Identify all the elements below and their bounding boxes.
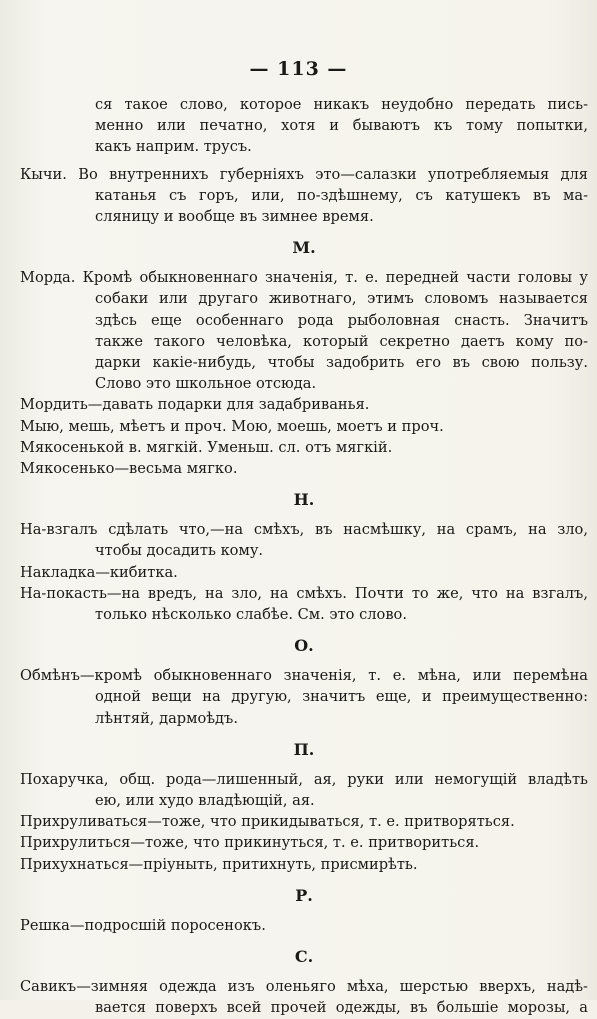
dictionary-entry — [20, 437, 588, 458]
entry-line: собаки или другаго животнаго, этимъ словомъ называется — [95, 290, 588, 308]
entry-line: Савикъ—зимняя одежда изъ оленьяго мѣха, шерстью вверхъ, надѣ- — [20, 978, 588, 996]
dictionary-entry — [20, 562, 588, 583]
section-letter: С. — [294, 947, 314, 967]
entry-line: также такого человѣка, который секретно даетъ кому по- — [95, 332, 588, 350]
entry-line: Морда. Кромѣ обыкновеннаго значенія, т. е. передней части головы у — [20, 269, 588, 287]
entry-line: Решка—подросшій поросенокъ. — [20, 916, 266, 934]
entry-line: лѣнтяй, дармоѣдъ. — [95, 709, 238, 727]
entry-line: какъ наприм. трусъ. — [95, 138, 252, 156]
dictionary-entry — [20, 519, 588, 561]
entry-line: чтобы досадить кому. — [95, 542, 264, 560]
dictionary-entry — [20, 164, 588, 228]
section-letter: Н. — [293, 490, 315, 510]
entry-line: Мякосенько—весьма мягко. — [20, 460, 238, 478]
dictionary-entry — [20, 94, 588, 158]
dictionary-entry — [20, 769, 588, 811]
dictionary-text — [20, 94, 588, 1019]
entry-line: здѣсь еще особеннаго рода рыболовная снасть. Значитъ — [95, 311, 588, 329]
section-letter: М. — [292, 238, 316, 258]
dictionary-entry — [20, 854, 588, 875]
entry-line: Прихухнаться—пріуныть, притихнуть, присмирѣть. — [20, 855, 418, 873]
entry-line: Слово это школьное отсюда. — [95, 375, 317, 393]
entry-line: ею, или худо владѣющій, ая. — [95, 792, 315, 810]
dictionary-entry — [20, 811, 588, 832]
entry-line: дарки какіе-нибудь, чтобы задобрить его въ свою пользу. — [95, 354, 588, 372]
entry-line: Мякосенькой в. мягкій. Уменьш. сл. отъ мягкій. — [20, 438, 393, 456]
dictionary-entry — [20, 976, 588, 1018]
dictionary-entry — [20, 394, 588, 415]
entry-line: ся такое слово, которое никакъ неудобно передать пись- — [95, 96, 588, 113]
entry-line: Кычи. Во внутреннихъ губерніяхъ это—салазки употребляемыя для — [20, 165, 588, 183]
entry-line: На-взгалъ сдѣлать что,—на смѣхъ, въ насмѣшку, на срамъ, на зло, — [20, 521, 588, 539]
page-number: — 113 — — [249, 58, 348, 80]
entry-line: одной вещи на другую, значитъ еще, и преимущественно: — [95, 688, 588, 706]
entry-line: Обмѣнъ—кромѣ обыкновеннаго значенія, т. е. мѣна, или перемѣна — [20, 667, 588, 685]
entry-line: катанья съ горъ, или, по-здѣшнему, съ катушекъ въ ма- — [95, 186, 588, 204]
entry-line: Мыю, мешь, мѣетъ и проч. Мою, моешь, моетъ и проч. — [20, 417, 444, 435]
dictionary-entry — [20, 832, 588, 853]
entry-line: Похаручка, общ. рода—лишенный, ая, руки или немогущій владѣть — [20, 770, 588, 788]
entry-line: Прихруливаться—тоже, что прикидываться, т. е. притворяться. — [20, 813, 515, 831]
entry-line: только нѣсколько слабѣе. См. это слово. — [95, 606, 407, 624]
dictionary-entry — [20, 583, 588, 625]
dictionary-entry — [20, 915, 588, 936]
section-letter: Р. — [295, 885, 313, 905]
section-letter: О. — [294, 636, 314, 656]
entry-line: Прихрулиться—тоже, что прикинуться, т. е. притвориться. — [20, 834, 480, 852]
entry-line: Накладка—кибитка. — [20, 563, 178, 581]
dictionary-entry — [20, 665, 588, 729]
dictionary-entry — [20, 458, 588, 479]
entry-line: менно или печатно, хотя и бываютъ къ тому попытки, — [95, 117, 588, 135]
section-letter: П. — [293, 739, 315, 759]
dictionary-entry — [20, 416, 588, 437]
entry-line: Мордить—давать подарки для задабриванья. — [20, 396, 370, 414]
entry-line: вается поверхъ всей прочей одежды, въ большіе морозы, а — [95, 999, 588, 1017]
entry-line: На-покасть—на вредъ, на зло, на смѣхъ. Почти то же, что на взгалъ, — [20, 584, 588, 602]
dictionary-entry — [20, 267, 588, 394]
entry-line: сляницу и вообще въ зимнее время. — [95, 208, 374, 226]
